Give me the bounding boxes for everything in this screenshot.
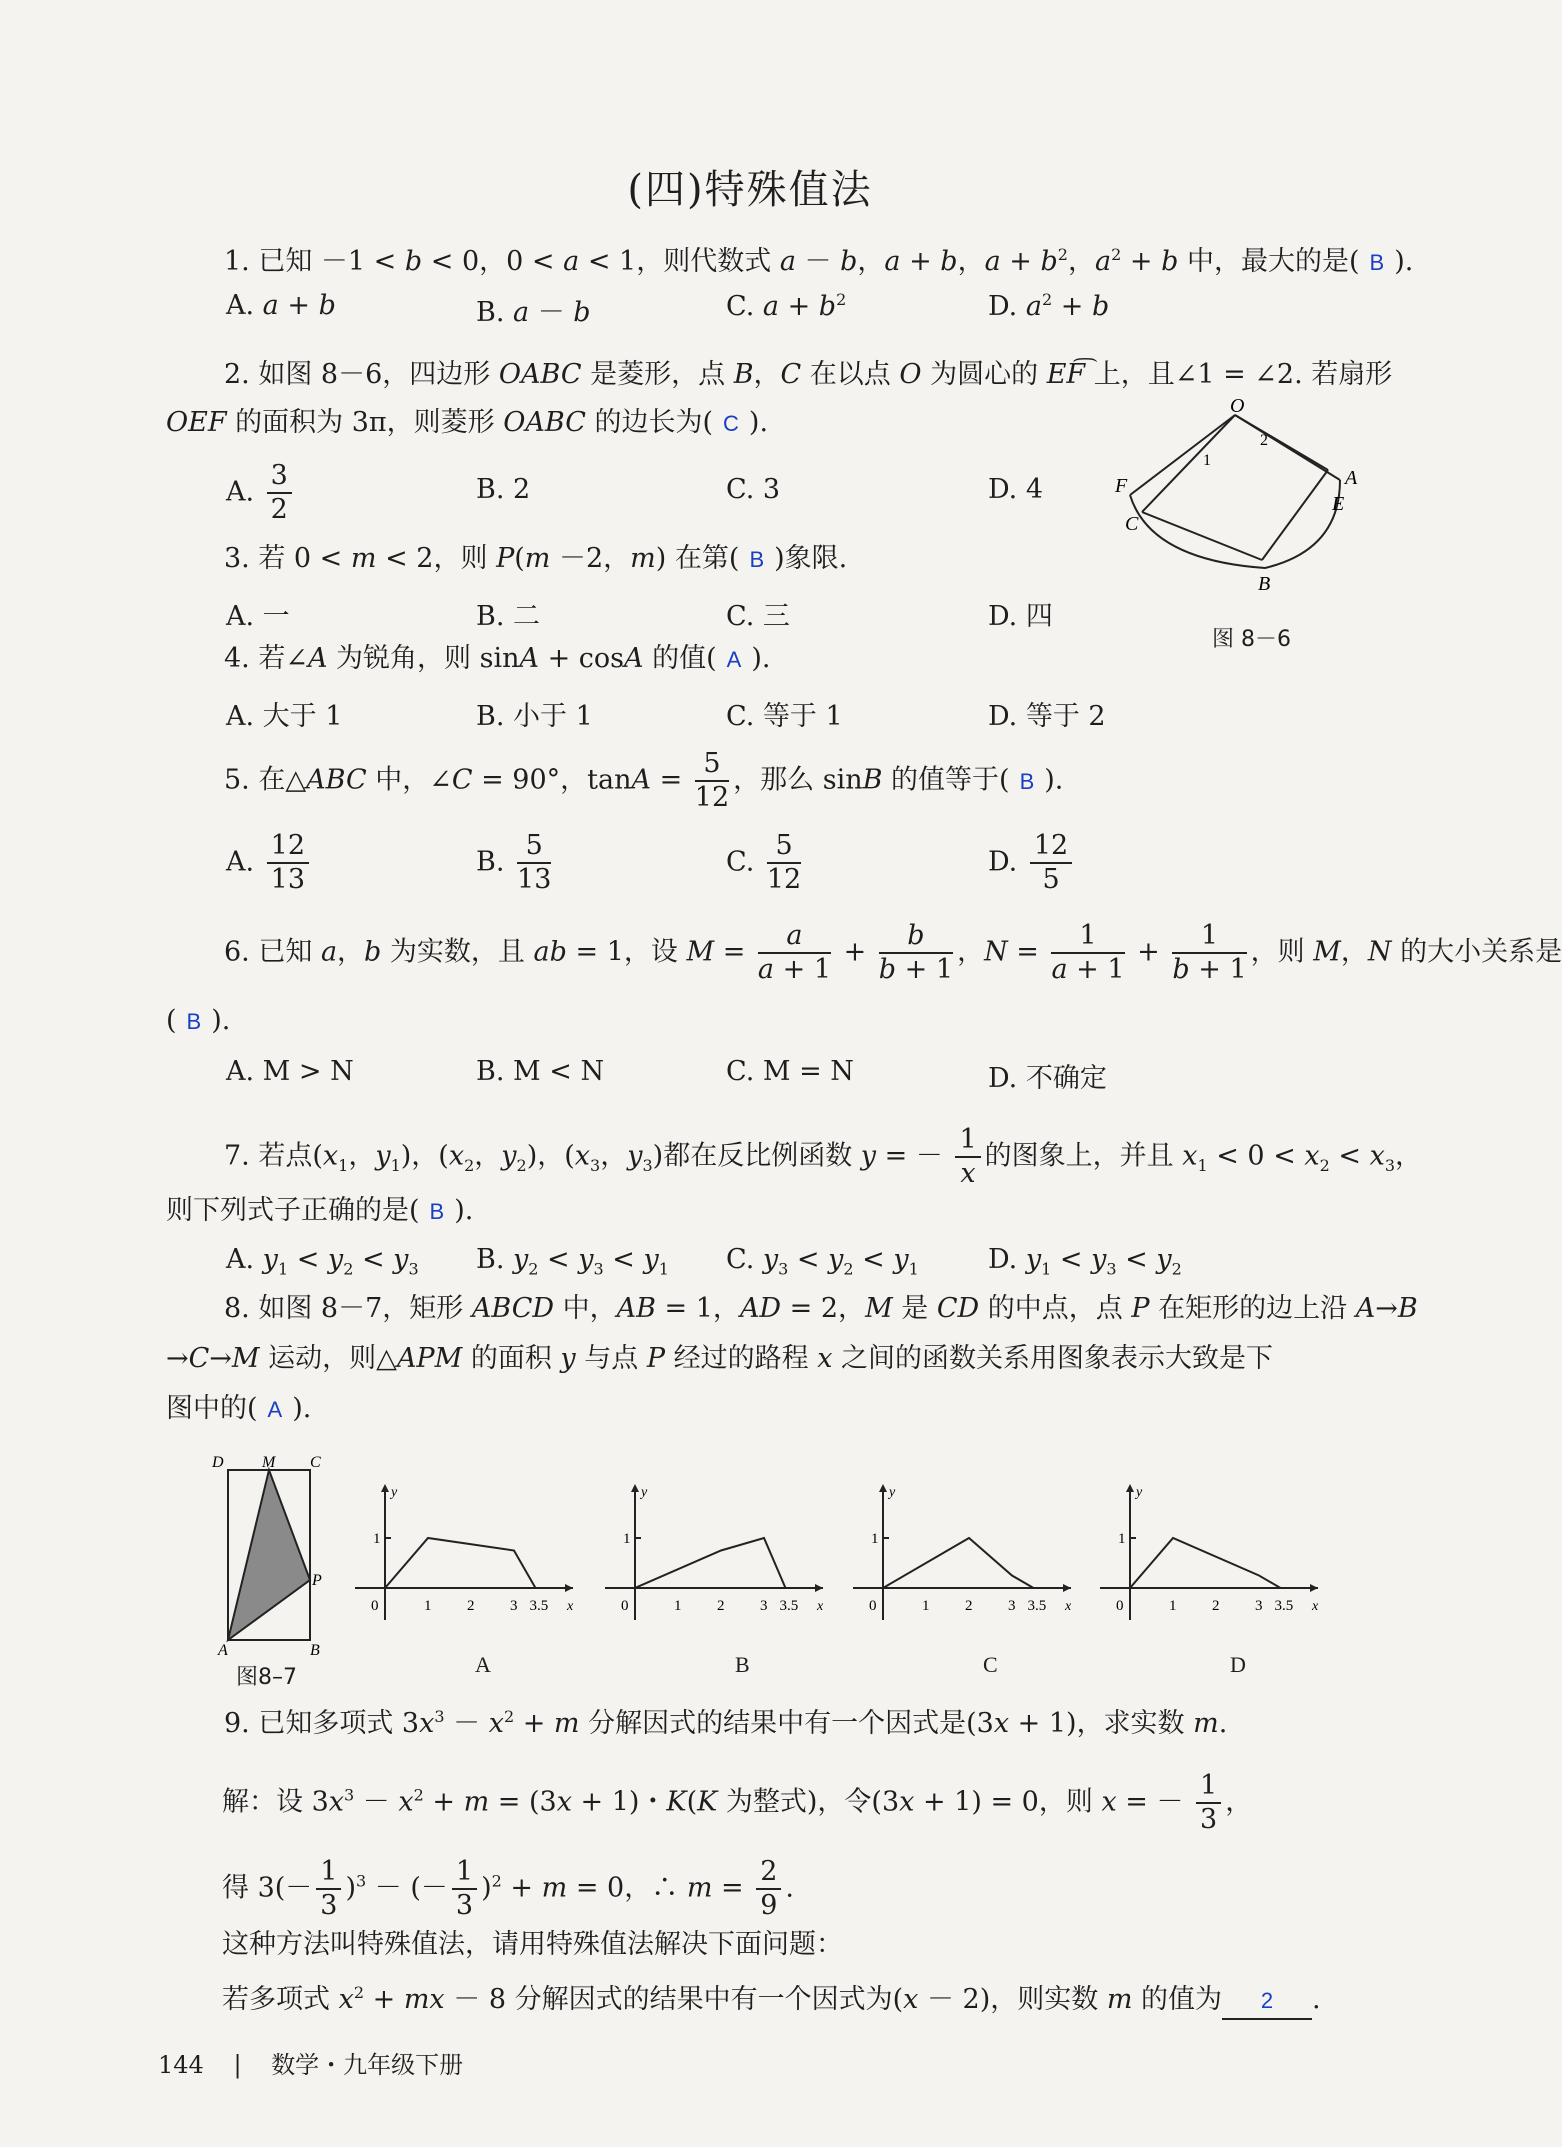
svg-text:1: 1 [922, 1598, 930, 1614]
question-9-task: 若多项式 $x^2$ + mx － 8 分解因式的结果中有一个因式为(x － 2)，则实数 m 的值为 2 . [222, 1976, 1321, 2020]
svg-text:y: y [889, 1485, 896, 1500]
svg-text:2: 2 [467, 1598, 475, 1614]
svg-text:A: A [218, 1642, 228, 1659]
svg-text:3: 3 [510, 1598, 518, 1614]
question-2-line2: OEF 的面积为 3π，则菱形 OABC 的边长为( C ). [166, 407, 769, 438]
svg-text:x: x [1065, 1599, 1072, 1614]
solution-line1: 解：设 $3x^3 - x^2 + m = (3x + 1)$・K(K 为整式)，令(3x + 1) = 0，则 x = － $\frac{1}{3}$ ， [222, 1770, 1253, 1835]
svg-text:3: 3 [1008, 1598, 1016, 1614]
svg-text:C: C [310, 1454, 321, 1471]
graph-a [355, 1480, 585, 1630]
svg-text:x: x [817, 1599, 824, 1614]
answer-5: B [1019, 768, 1035, 794]
svg-text:A: A [1345, 467, 1358, 489]
q2-option-b: B. 2 [476, 474, 531, 505]
question-8-line3: 图中的( A ). [166, 1393, 312, 1424]
q4-option-d: D. 等于 2 [988, 701, 1106, 732]
q7-option-c: C. $y_3 < y_2 < y_1$ [726, 1244, 919, 1279]
q4-option-b: B. 小于 1 [476, 701, 593, 732]
svg-text:F: F [1115, 475, 1128, 497]
question-1: 1. 已知 －1 < b < 0，0 < a < 1，则代数式 a － b，a + b，$a + b^2$，$a^2 + b$ 中，最大的是( B ). [224, 245, 1414, 277]
svg-text:3.5: 3.5 [1274, 1598, 1294, 1614]
svg-text:C: C [1125, 513, 1139, 535]
q2-option-d: D. 4 [988, 474, 1044, 505]
svg-text:y: y [1136, 1485, 1143, 1500]
q5-option-d: D. $\frac{12}{5}$ [988, 830, 1076, 896]
question-5: 5. 在△ABC 中，∠C = 90°，tanA = $\frac{5}{12}$ ，那么 sinB 的值等于( B ). [224, 748, 1064, 813]
svg-text:0: 0 [371, 1598, 379, 1614]
svg-text:0: 0 [869, 1598, 877, 1614]
svg-text:0: 0 [621, 1598, 629, 1614]
question-8-line2: →C→M 运动，则△APM 的面积 y 与点 P 经过的路程 x 之间的函数关系用图象表示大致是下 [166, 1343, 1274, 1374]
svg-text:3.5: 3.5 [779, 1598, 799, 1614]
q5-option-b: B. $\frac{5}{13}$ [476, 830, 552, 895]
question-4: 4. 若∠A 为锐角，则 sinA + cosA 的值( A ). [224, 643, 771, 674]
q3-option-d: D. 四 [988, 601, 1053, 632]
figure-8-7-rectangle [210, 1454, 330, 1659]
page-number: 144 [158, 2051, 204, 2079]
svg-text:1: 1 [623, 1531, 631, 1547]
svg-text:B: B [1258, 573, 1271, 595]
graph-d [1100, 1480, 1330, 1630]
svg-text:y: y [641, 1485, 648, 1500]
graph-c [853, 1480, 1083, 1630]
graph-label-a: A [475, 1652, 491, 1677]
svg-text:M: M [262, 1454, 276, 1471]
svg-text:3.5: 3.5 [529, 1598, 549, 1614]
answer-6: B [186, 1009, 202, 1034]
svg-text:3: 3 [760, 1598, 768, 1614]
question-3: 3. 若 0 < m < 2，则 P(m －2，m) 在第( B )象限. [224, 543, 848, 574]
q5-option-c: C. $\frac{5}{12}$ [726, 830, 802, 895]
q4-option-c: C. 等于 1 [726, 701, 843, 732]
method-explanation: 这种方法叫特殊值法，请用特殊值法解决下面问题： [222, 1929, 843, 1960]
svg-text:2: 2 [1260, 432, 1268, 449]
question-8-line1: 8. 如图 8－7，矩形 ABCD 中，AB = 1，AD = 2，M 是 CD 的中点，点 P 在矩形的边上沿 A→B [224, 1293, 1418, 1324]
svg-text:2: 2 [717, 1598, 725, 1614]
figure-8-7-caption: 图8–7 [236, 1665, 297, 1690]
svg-text:y: y [391, 1485, 398, 1500]
svg-text:x: x [567, 1599, 574, 1614]
question-2-line1: 2. 如图 8－6，四边形 OABC 是菱形，点 B，C 在以点 O 为圆心的 EF͡ 上，且∠1 = ∠2. 若扇形 [224, 359, 1393, 390]
q3-option-c: C. 三 [726, 601, 790, 632]
svg-text:1: 1 [674, 1598, 682, 1614]
svg-text:1: 1 [424, 1598, 432, 1614]
q2-option-a: A. $\frac{3}{2}$ [226, 460, 296, 526]
svg-text:D: D [212, 1454, 224, 1471]
svg-text:B: B [310, 1642, 320, 1659]
answer-1: B [1369, 250, 1385, 275]
graph-b [605, 1480, 835, 1630]
q1-option-d: D. $a^2 + b$ [988, 290, 1110, 322]
q3-option-a: A. 一 [226, 601, 290, 632]
answer-9: 2 [1260, 1988, 1274, 2013]
svg-text:P: P [312, 1572, 322, 1589]
q6-option-b: B. M < N [476, 1056, 605, 1087]
svg-text:O: O [1230, 395, 1245, 417]
svg-text:1: 1 [871, 1531, 879, 1547]
figure-8-6 [1110, 395, 1360, 600]
q6-option-a: A. M > N [226, 1056, 354, 1087]
page-title: (四)特殊值法 [627, 167, 873, 213]
svg-text:E: E [1332, 493, 1345, 515]
q1-option-b: B. a － b [476, 297, 591, 328]
svg-text:1: 1 [1169, 1598, 1177, 1614]
answer-4: A [726, 647, 742, 672]
answer-2: C [723, 411, 739, 436]
question-6-line1: 6. 已知 a，b 为实数，且 ab = 1，设 M = $\frac{a}{a + 1}$ + $\frac{b}{b + 1}$ ，N = $\frac{1}{a + 1}$ + $\frac{1}{b + 1}$ ，则 M，N 的大小关系是 [224, 920, 1562, 985]
question-6-line2: ( B ). [166, 1005, 231, 1036]
svg-text:x: x [1312, 1599, 1319, 1614]
svg-text:0: 0 [1116, 1598, 1124, 1614]
q3-option-b: B. 二 [476, 601, 541, 632]
question-9: 9. 已知多项式 $3x^3 - x^2 + m$ 分解因式的结果中有一个因式是(3x + 1)，求实数 m. [224, 1707, 1228, 1739]
q1-option-c: C. $a + b^2$ [726, 290, 847, 322]
q1-option-a: A. a + b [226, 290, 336, 321]
question-7-line1: 7. 若点($x_1$，$y_1$)，($x_2$，$y_2$)，($x_3$，$y_3$)都在反比例函数 y = － $\frac{1}{x}$ 的图象上，并且 $x_1 < 0 < x_2 < x_3$， [224, 1124, 1423, 1189]
q2-option-c: C. 3 [726, 474, 781, 505]
q7-option-a: A. $y_1 < y_2 < y_3$ [226, 1244, 419, 1279]
answer-3: B [749, 547, 765, 572]
graph-label-d: D [1230, 1652, 1246, 1677]
svg-text:1: 1 [1118, 1531, 1126, 1547]
graph-label-c: C [983, 1652, 998, 1677]
svg-text:1: 1 [373, 1531, 381, 1547]
svg-text:2: 2 [1212, 1598, 1220, 1614]
figure-8-6-caption: 图 8－6 [1212, 627, 1291, 652]
q4-option-a: A. 大于 1 [226, 701, 343, 732]
graph-label-b: B [735, 1652, 750, 1677]
book-title: 数学・九年级下册 [271, 2051, 464, 2079]
answer-7: B [429, 1199, 445, 1224]
svg-text:3: 3 [1255, 1598, 1263, 1614]
svg-text:1: 1 [1203, 452, 1211, 469]
q6-option-d: D. 不确定 [988, 1063, 1107, 1094]
q6-option-c: C. M = N [726, 1056, 854, 1087]
svg-text:3.5: 3.5 [1027, 1598, 1047, 1614]
page-footer: 144 | 数学・九年级下册 [158, 2051, 464, 2079]
answer-8: A [267, 1397, 283, 1422]
svg-text:2: 2 [965, 1598, 973, 1614]
q7-option-d: D. $y_1 < y_3 < y_2$ [988, 1244, 1182, 1279]
question-7-line2: 则下列式子正确的是( B ). [166, 1195, 474, 1226]
q5-option-a: A. $\frac{12}{13}$ [226, 830, 313, 896]
solution-line2: 得 3(－ $\frac{1}{3}$ )$^3$ － (－ $\frac{1}{3}$ )$^2$ + m = 0，∴ m = $\frac{2}{9}$ . [222, 1856, 794, 1921]
q7-option-b: B. $y_2 < y_3 < y_1$ [476, 1244, 669, 1279]
